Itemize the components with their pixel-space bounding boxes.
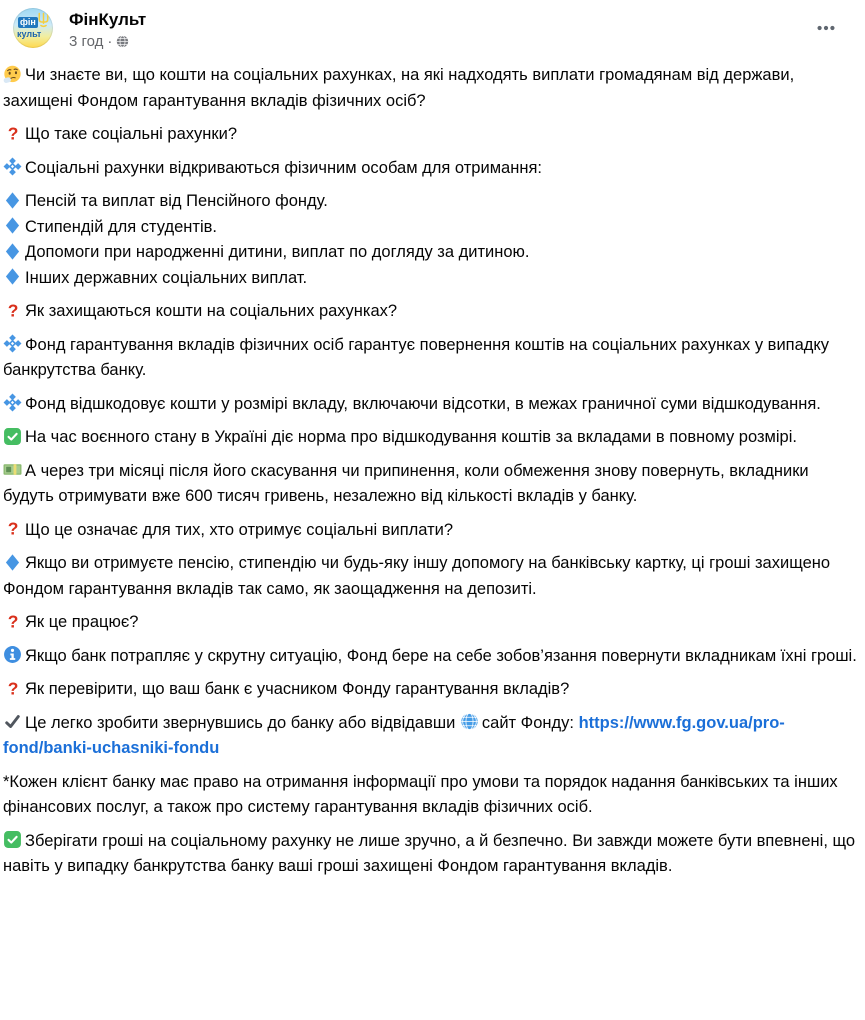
post-paragraph <box>3 551 859 602</box>
svg-text:?: ? <box>7 300 19 320</box>
question-mark-icon <box>3 124 22 143</box>
text-run: Фонд відшкодовує кошти у розмірі вкладу, включаючи відсотки, в межах граничної суми відшкодування. <box>25 394 821 413</box>
text-run: сайт Фонду: <box>481 713 579 732</box>
post-options-button[interactable] <box>810 16 842 40</box>
question-mark-icon <box>3 301 22 320</box>
question-mark-icon <box>3 519 22 538</box>
dollar-banknote-icon <box>3 460 22 479</box>
trident-icon <box>37 12 50 28</box>
post-paragraph <box>3 333 859 384</box>
post-paragraph <box>3 829 859 880</box>
svg-text:?: ? <box>7 678 19 698</box>
small-blue-diamond-icon <box>3 553 22 572</box>
header-text-block <box>69 8 146 50</box>
globe-with-meridians-icon <box>460 712 479 731</box>
post-paragraph <box>3 299 859 325</box>
small-blue-diamond-icon <box>3 216 22 235</box>
text-run: Як захищаються кошти на соціальних рахунках? <box>25 302 398 320</box>
question-mark-icon <box>3 612 22 631</box>
post-paragraph <box>3 240 859 266</box>
information-icon <box>3 645 22 664</box>
text-run: *Кожен клієнт банку має право на отримання інформації про умови та порядок надання банківських та інших фінансових послуг, а також про систему гарантування вкладів фізичних осіб. <box>3 772 838 816</box>
avatar-fin-label: фін <box>20 17 36 27</box>
text-run: Стипендій для студентів. <box>25 217 217 236</box>
svg-text:?: ? <box>7 611 19 631</box>
post-paragraph <box>3 266 859 292</box>
small-blue-diamond-icon <box>3 242 22 261</box>
diamond-with-dot-icon <box>3 157 22 176</box>
diamond-with-dot-icon <box>3 393 22 412</box>
text-run: Пенсій та виплат від Пенсійного фонду. <box>25 192 328 210</box>
meta-separator: · <box>107 33 113 50</box>
text-run: Допомоги при народженні дитини, виплат по догляду за дитиною. <box>25 243 530 261</box>
text-run: Якщо банк потрапляє у скрутну ситуацію, Фонд бере на себе зобов’язання повернути вкладникам їхні гроші. <box>25 646 857 665</box>
post-paragraph <box>3 644 859 670</box>
text-run: Інших державних соціальних виплат. <box>25 268 308 287</box>
text-run: Якщо ви отримуєте пенсію, стипендію чи будь-яку іншу допомогу на банківську картку, ці гроші захищено Фондом гарантування вкладів так само, як заощадження на депозиті. <box>3 554 831 598</box>
svg-text:?: ? <box>7 519 19 538</box>
text-run: Фонд гарантування вкладів фізичних осіб гарантує повернення коштів на соціальних рахунках у випадку банкрутства банку. <box>3 335 830 379</box>
thinking-face-icon <box>3 65 22 84</box>
post-paragraph <box>3 156 859 182</box>
check-mark-button-icon <box>3 427 22 446</box>
post-timestamp[interactable]: 3 год <box>69 33 104 50</box>
text-run: Чи знаєте ви, що кошти на соціальних рахунках, на які надходять виплати громадянам від держави, захищені Фондом гарантування вкладів фізичних осіб? <box>3 66 795 110</box>
text-run: Зберігати гроші на соціальному рахунку не лише зручно, а й безпечно. Ви завжди можете бути впевнені, що навіть у випадку банкрутства банку ваші гроші захищені Фондом гарантування вкладів. <box>3 831 856 875</box>
check-mark-icon <box>3 712 22 731</box>
text-run: Соціальні рахунки відкриваються фізичним особам для отримання: <box>25 158 542 177</box>
post-paragraph <box>3 63 859 114</box>
text-run: Що це означає для тих, хто отримує соціальні виплати? <box>25 520 454 539</box>
post-paragraph <box>3 215 859 241</box>
post-body <box>0 50 865 880</box>
small-blue-diamond-icon <box>3 191 22 210</box>
svg-text:?: ? <box>7 123 19 143</box>
post-paragraph <box>3 518 859 544</box>
post-paragraph <box>3 459 859 510</box>
public-globe-icon <box>116 35 129 48</box>
post-paragraph <box>3 392 859 418</box>
post-link[interactable]: https://www.fg.gov.ua/pro-fond/banki-uchasniki-fondu <box>3 713 785 757</box>
text-run: Як перевірити, що ваш банк є учасником Фонду гарантування вкладів? <box>25 680 570 698</box>
avatar-kult-label: культ <box>17 29 42 39</box>
post-paragraph <box>3 770 859 821</box>
text-run: Як це працює? <box>25 613 139 631</box>
post-paragraph <box>3 677 859 703</box>
page-name-link[interactable]: ФінКульт <box>69 10 147 29</box>
post-paragraph <box>3 425 859 451</box>
text-run: Це легко зробити звернувшись до банку або відвідавши <box>25 713 460 732</box>
post-paragraph <box>3 610 859 636</box>
post-paragraph <box>3 711 859 762</box>
post-meta <box>69 33 146 50</box>
post-header <box>0 0 865 50</box>
small-blue-diamond-icon <box>3 267 22 286</box>
text-run: На час воєнного стану в Україні діє норма про відшкодування коштів за вкладами в повному розмірі. <box>25 428 797 446</box>
question-mark-icon <box>3 679 22 698</box>
ellipsis-icon <box>812 17 840 39</box>
text-run: Що таке соціальні рахунки? <box>25 125 238 143</box>
check-mark-button-icon <box>3 830 22 849</box>
post-paragraph <box>3 189 859 215</box>
post-paragraph <box>3 122 859 148</box>
page-avatar[interactable] <box>13 8 53 48</box>
text-run: А через три місяці після його скасування чи припинення, коли обмеження знову повернуть, вкладники будуть отримувати вже 600 тисяч гривень, незалежно від кількості вкладів у банку. <box>3 461 809 505</box>
diamond-with-dot-icon <box>3 334 22 353</box>
